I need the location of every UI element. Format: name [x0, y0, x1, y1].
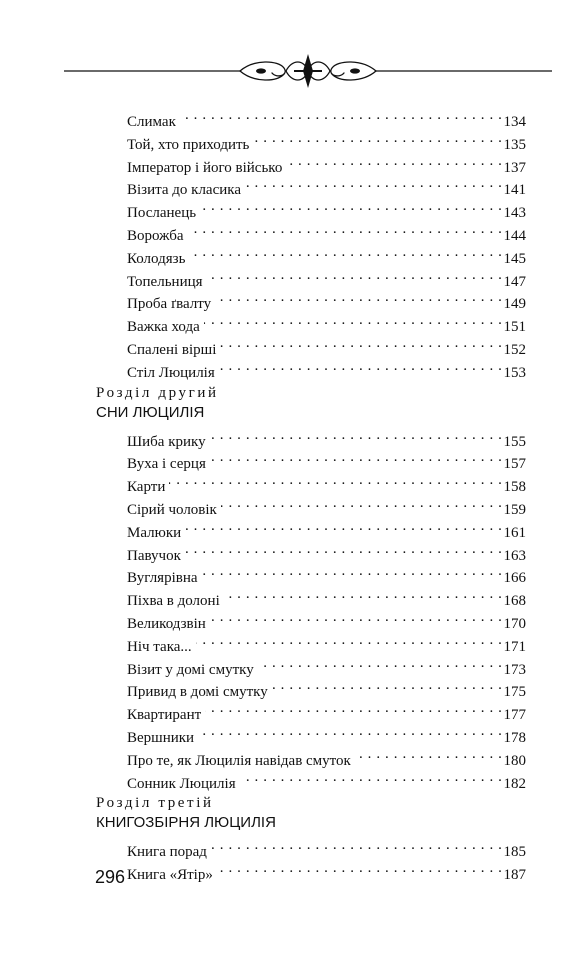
toc-entry-page: 161 — [503, 524, 526, 541]
toc-entry[interactable] — [127, 127, 526, 153]
toc-entry[interactable] — [127, 195, 526, 222]
toc-entry-page: 170 — [503, 616, 526, 632]
toc-entry[interactable] — [127, 264, 526, 290]
dot-leader — [258, 652, 503, 674]
dot-leader — [198, 720, 502, 742]
toc-entry-title: Піхва в долоні — [127, 593, 220, 610]
toc-entry-page: 178 — [503, 730, 526, 746]
toc-entry-page: 149 — [503, 296, 526, 313]
toc-entry-title: Малюки — [127, 524, 182, 541]
toc-entry-page: 163 — [503, 547, 526, 564]
toc-entry[interactable] — [127, 469, 526, 496]
dot-leader — [189, 241, 502, 263]
toc-entry-page: 166 — [503, 570, 526, 587]
dot-leader — [220, 332, 502, 354]
toc-entry-title: Великодзвін — [127, 616, 206, 632]
toc-entry[interactable] — [127, 241, 526, 267]
toc-entry-title: Слимак — [127, 114, 176, 130]
toc-entry-page: 173 — [503, 661, 526, 678]
page-number: 296 — [95, 867, 126, 887]
toc-entry[interactable] — [127, 652, 526, 678]
dot-leader — [180, 104, 503, 126]
toc-entry-page: 155 — [503, 433, 526, 450]
toc-entry[interactable] — [127, 424, 526, 450]
toc-entry-page: 171 — [503, 638, 526, 655]
toc-entry-title: Книга «Ятір» — [127, 867, 213, 884]
toc-entry-page: 141 — [503, 182, 526, 199]
toc-entry-page: 144 — [503, 228, 526, 244]
toc-entry[interactable] — [127, 538, 526, 564]
toc-entry-title: Шиба крику — [127, 433, 206, 450]
section-label: Розділ третій — [96, 795, 214, 812]
toc-entry-title: Ворожба — [127, 228, 184, 244]
dot-leader — [202, 560, 503, 582]
toc-entry-title: Вуха і серця — [127, 456, 206, 473]
toc-entry-page: 187 — [503, 867, 526, 884]
toc-entry-page: 135 — [503, 136, 526, 153]
toc-entry-page: 137 — [503, 159, 526, 176]
toc-entry[interactable] — [127, 446, 526, 473]
toc-entry-title: Карти — [127, 479, 166, 496]
toc-entry-title: Павучок — [127, 547, 181, 564]
toc-entry[interactable] — [127, 629, 526, 655]
toc-entry-page: 159 — [503, 502, 526, 518]
dot-leader — [207, 264, 503, 286]
toc-entry-page: 143 — [503, 205, 526, 222]
toc-entry[interactable] — [127, 697, 526, 724]
dot-leader — [272, 674, 503, 696]
toc-entry-page: 158 — [503, 479, 526, 496]
toc-entry-title: Сонник Люцилія — [127, 775, 236, 792]
toc-entry-title: Той, хто приходить — [127, 136, 250, 153]
dot-leader — [355, 743, 503, 765]
dot-leader — [211, 834, 503, 856]
toc-entry[interactable] — [127, 309, 526, 336]
dot-leader — [210, 606, 503, 628]
toc-entry-page: 145 — [503, 250, 526, 267]
toc-entry-page: 151 — [503, 319, 526, 336]
dot-leader — [169, 469, 502, 491]
toc-entry-title: Книга порад — [127, 844, 207, 861]
toc-entry-page: 152 — [503, 342, 526, 358]
toc-entry-title: Колодязь — [127, 250, 186, 267]
dot-leader — [185, 515, 502, 537]
toc-entry-title: Проба ґвалту — [127, 296, 212, 313]
toc-entry[interactable] — [127, 104, 526, 130]
toc-entry-title: Топельниця — [127, 273, 203, 290]
dot-leader — [205, 697, 502, 719]
toc-entry[interactable] — [127, 492, 526, 518]
dot-leader — [253, 127, 502, 149]
toc-entry-title: Візит у домі смутку — [127, 661, 254, 678]
toc-entry[interactable] — [127, 172, 526, 199]
toc-entry-page: 182 — [503, 775, 526, 792]
toc-entry[interactable] — [127, 218, 526, 244]
section-title: КНИГОЗБІРНЯ ЛЮЦИЛІЯ — [96, 814, 276, 832]
toc-entry[interactable] — [127, 720, 526, 746]
toc-entry[interactable] — [127, 332, 526, 358]
toc-entry[interactable] — [127, 150, 526, 176]
toc-entry-title: Посланець — [127, 205, 197, 222]
dot-leader — [204, 309, 503, 331]
toc-entry[interactable] — [127, 743, 526, 769]
toc-entry-page: 157 — [503, 456, 526, 473]
dot-leader — [224, 583, 503, 605]
toc-entry-page: 185 — [503, 844, 526, 861]
toc-entry-page: 180 — [503, 752, 526, 769]
toc-entry[interactable] — [127, 834, 526, 861]
toc-entry[interactable] — [127, 583, 526, 610]
toc-entry-title: Квартирант — [127, 707, 202, 724]
toc-entry-page: 147 — [503, 273, 526, 290]
toc-entry-title: Про те, як Люцилія навідав смуток — [127, 752, 351, 769]
dot-leader — [245, 172, 503, 194]
toc-entry[interactable] — [127, 355, 526, 381]
toc-entry[interactable] — [127, 286, 526, 313]
toc-entry-title: Імператор і його військо — [127, 159, 283, 176]
toc-entry-title: Візита до класика — [127, 182, 241, 199]
toc-entry-title: Стіл Люцилія — [127, 364, 215, 381]
toc-entry-title: Сірий чоловік — [127, 502, 217, 518]
toc-entry-page: 134 — [503, 114, 526, 130]
dot-leader — [221, 492, 503, 514]
dot-leader — [185, 538, 503, 560]
flourish-divider-icon — [64, 50, 552, 92]
dot-leader — [240, 766, 503, 788]
toc-entry-title: Важка хода — [127, 319, 200, 336]
dot-leader — [286, 150, 502, 172]
toc-entry[interactable] — [127, 515, 526, 541]
section-title: СНИ ЛЮЦИЛІЯ — [96, 403, 205, 421]
dot-leader — [217, 857, 503, 879]
dot-leader — [210, 446, 503, 468]
toc-entry-title: Вуглярівна — [127, 570, 198, 587]
toc-entry-title: Спалені вірші — [127, 342, 217, 358]
toc-entry[interactable] — [127, 857, 526, 884]
section-label: Розділ другий — [96, 384, 219, 401]
toc-entry[interactable] — [127, 606, 526, 632]
toc-entry[interactable] — [127, 766, 526, 792]
toc-entry-title: Ніч така... — [127, 638, 192, 655]
toc-entry[interactable] — [127, 674, 526, 701]
dot-leader — [196, 629, 503, 651]
toc-entry-page: 153 — [503, 364, 526, 381]
toc-entry-page: 175 — [503, 684, 526, 701]
toc-entry[interactable] — [127, 560, 526, 587]
toc-entry-title: Привид в домі смутку — [127, 684, 268, 701]
dot-leader — [215, 286, 502, 308]
dot-leader — [188, 218, 503, 240]
dot-leader — [210, 424, 503, 446]
dot-leader — [219, 355, 503, 377]
dot-leader — [200, 195, 502, 217]
toc-entry-page: 177 — [503, 707, 526, 724]
toc-entry-page: 168 — [503, 593, 526, 610]
toc-entry-title: Вершники — [127, 730, 195, 746]
